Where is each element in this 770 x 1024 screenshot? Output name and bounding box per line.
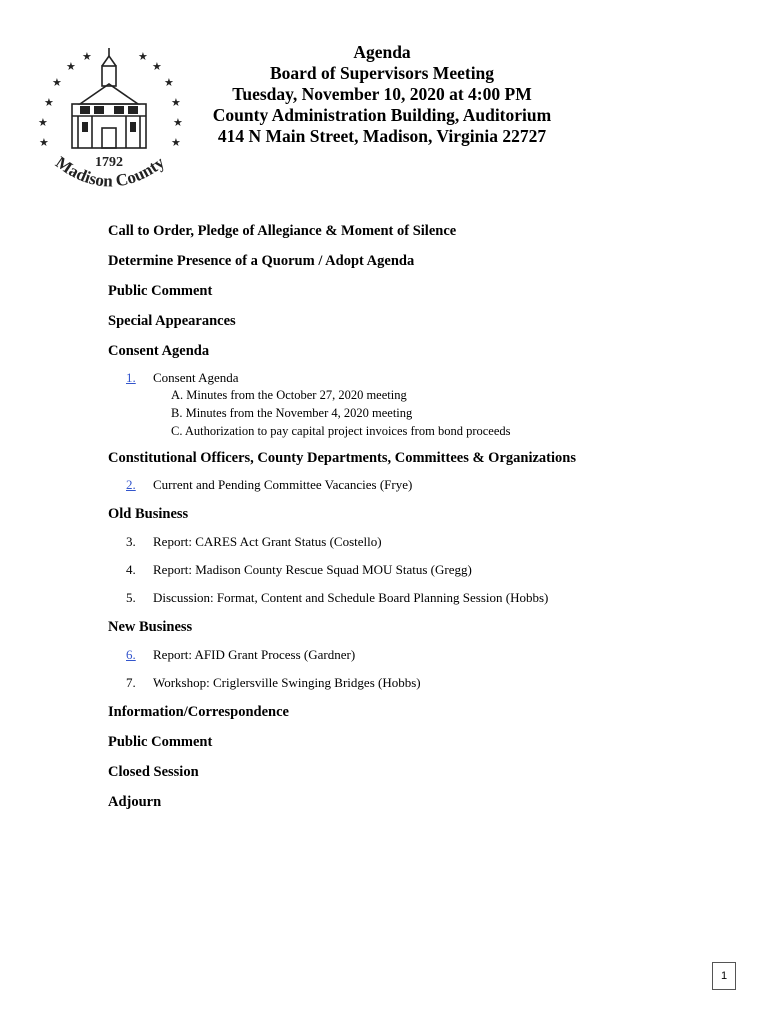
item-6-link[interactable]: 6. — [126, 647, 136, 662]
agenda-item-4 — [108, 562, 748, 578]
section-call-to-order: Call to Order, Pledge of Allegiance & Moment of Silence — [108, 223, 457, 239]
consent-sub-a: A. Minutes from the October 27, 2020 meeting — [171, 388, 407, 402]
svg-text:★: ★ — [173, 116, 183, 129]
item-5-number: 5. — [126, 590, 136, 605]
svg-text:★: ★ — [164, 76, 174, 89]
svg-text:★: ★ — [171, 136, 181, 149]
section-consent-agenda: Consent Agenda — [108, 343, 210, 359]
item-5-text: Discussion: Format, Content and Schedule Board Planning Session (Hobbs) — [153, 590, 549, 605]
seal-year: 1792 — [95, 155, 123, 170]
item-3-number: 3. — [126, 534, 136, 549]
consent-sub-b: B. Minutes from the November 4, 2020 meeting — [171, 406, 413, 420]
svg-text:★: ★ — [52, 76, 62, 89]
svg-text:★: ★ — [44, 96, 54, 109]
header-title: Agenda — [353, 42, 411, 62]
seal-text: Madison County — [52, 152, 168, 191]
svg-text:★: ★ — [39, 136, 49, 149]
agenda-item-5 — [108, 590, 748, 606]
svg-text:★: ★ — [66, 60, 76, 73]
svg-text:★: ★ — [138, 50, 148, 63]
svg-text:★: ★ — [82, 50, 92, 63]
agenda-item-6 — [108, 647, 748, 663]
svg-text:★: ★ — [171, 96, 181, 109]
section-public-comment: Public Comment — [108, 283, 213, 299]
item-1-text: Consent Agenda — [153, 370, 239, 385]
section-closed-session: Closed Session — [108, 764, 199, 780]
section-old-business: Old Business — [108, 506, 189, 522]
section-adjourn: Adjourn — [108, 794, 162, 810]
consent-sub-c: C. Authorization to pay capital project invoices from bond proceeds — [171, 424, 511, 438]
agenda-header — [200, 42, 564, 147]
section-new-business: New Business — [108, 619, 193, 635]
item-4-text: Report: Madison County Rescue Squad MOU Status (Gregg) — [153, 562, 472, 577]
header-address: 414 N Main Street, Madison, Virginia 22727 — [217, 126, 547, 146]
section-special-appearances: Special Appearances — [108, 313, 236, 329]
agenda-item-7 — [108, 675, 748, 691]
section-constitutional-officers: Constitutional Officers, County Departments, Committees & Organizations — [108, 450, 576, 466]
agenda-item-3 — [108, 534, 748, 550]
item-4-number: 4. — [126, 562, 136, 577]
svg-text:★: ★ — [152, 60, 162, 73]
county-seal-logo — [30, 44, 190, 204]
section-public-comment-2: Public Comment — [108, 734, 213, 750]
item-2-link[interactable]: 2. — [126, 477, 136, 492]
item-3-text: Report: CARES Act Grant Status (Costello) — [153, 534, 382, 549]
header-building: County Administration Building, Auditorium — [212, 105, 552, 125]
header-date: Tuesday, November 10, 2020 at 4:00 PM — [232, 84, 532, 104]
section-information-correspondence: Information/Correspondence — [108, 704, 289, 720]
agenda-body — [108, 222, 748, 811]
section-quorum: Determine Presence of a Quorum / Adopt Agenda — [108, 253, 415, 269]
agenda-item-1 — [108, 370, 748, 386]
item-6-text: Report: AFID Grant Process (Gardner) — [153, 647, 356, 662]
item-7-text: Workshop: Criglersville Swinging Bridges (Hobbs) — [153, 675, 421, 690]
item-1-link[interactable]: 1. — [126, 370, 136, 385]
item-2-text: Current and Pending Committee Vacancies (Frye) — [153, 477, 413, 492]
svg-text:★: ★ — [38, 116, 48, 129]
item-7-number: 7. — [126, 675, 136, 690]
agenda-item-2 — [108, 477, 748, 493]
header-meeting: Board of Supervisors Meeting — [269, 63, 495, 83]
page-number: 1 — [712, 962, 736, 990]
